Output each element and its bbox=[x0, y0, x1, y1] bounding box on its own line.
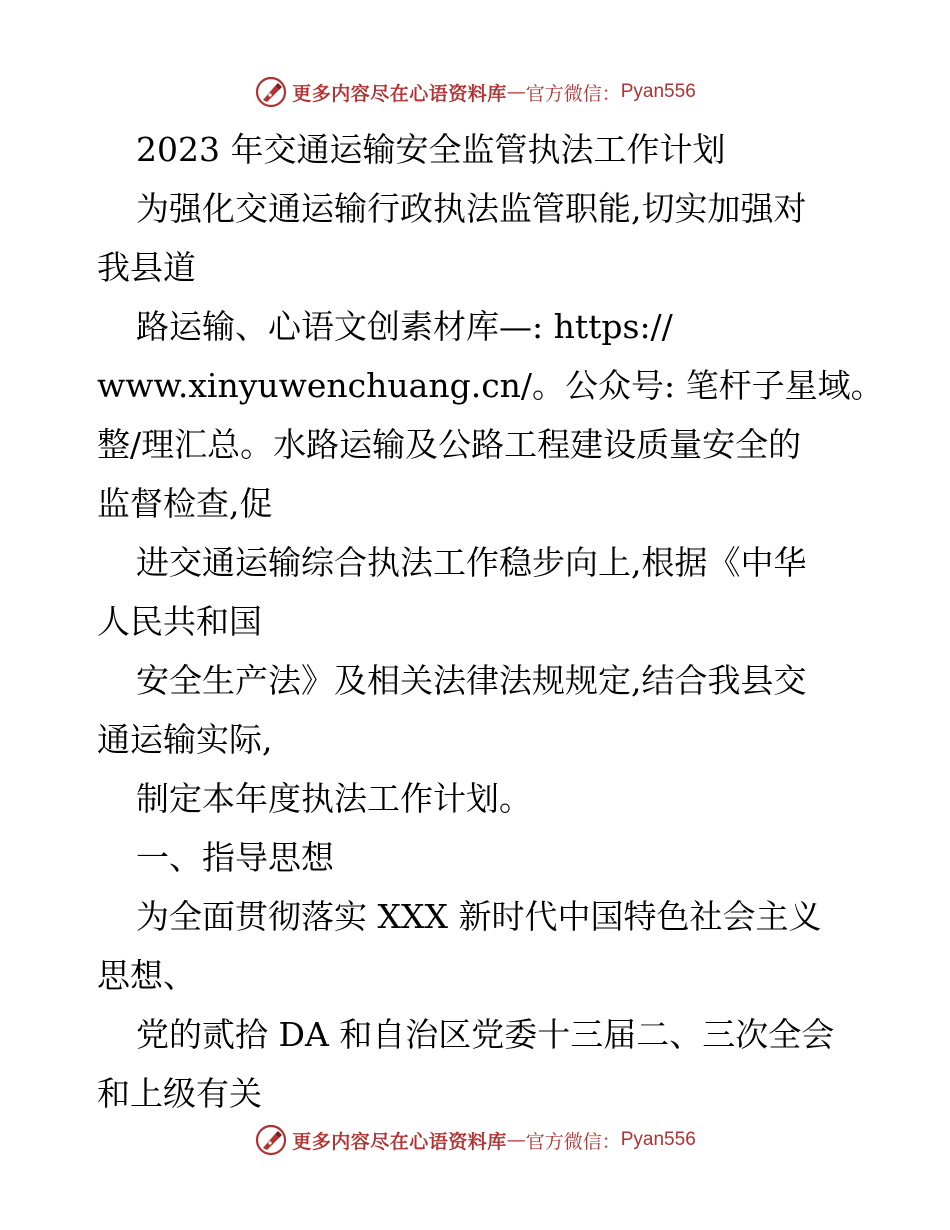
footer-banner-text: 更多内容尽在心语资料库 bbox=[292, 1130, 507, 1153]
paragraph-line: 人民共和国 bbox=[97, 602, 262, 641]
paragraph-line: 为强化交通运输行政执法监管职能,切实加强对 bbox=[136, 189, 807, 228]
paragraph-line: 监督检查,促 bbox=[97, 484, 273, 523]
paragraph-line: 整/理汇总。水路运输及公路工程建设质量安全的 bbox=[97, 425, 802, 464]
header-banner[interactable] bbox=[0, 72, 950, 112]
paragraph-line: 安全生产法》及相关法律法规规定,结合我县交 bbox=[136, 661, 807, 700]
footer-banner-wechat-label: 官方微信： bbox=[525, 1130, 621, 1153]
paragraph-line: 进交通运输综合执法工作稳步向上,根据《中华 bbox=[136, 543, 807, 582]
paragraph-line: 制定本年度执法工作计划。 bbox=[136, 779, 532, 818]
paragraph-line: 通运输实际, bbox=[97, 720, 273, 759]
document-body bbox=[97, 120, 884, 1123]
header-banner-text: 更多内容尽在心语资料库 bbox=[292, 82, 507, 105]
footer-banner[interactable] bbox=[0, 1120, 950, 1160]
section-heading: 一、指导思想 bbox=[136, 838, 334, 877]
paragraph-line: 路运输、心语文创素材库—: https:// bbox=[136, 307, 673, 346]
paragraph-line: www.xinyuwenchuang.cn/。公众号: 笔杆子星域。 bbox=[97, 366, 884, 405]
paragraph-line: 思想、 bbox=[97, 956, 196, 995]
header-banner-wechat-id: Pyan556 bbox=[620, 81, 696, 102]
footer-banner-wechat-id: Pyan556 bbox=[620, 1129, 696, 1150]
paragraph-line: 我县道 bbox=[97, 248, 196, 287]
pen-nib-logo-icon bbox=[254, 1123, 288, 1157]
document-title: 2023 年交通运输安全监管执法工作计划 bbox=[136, 130, 726, 169]
pen-nib-logo-icon bbox=[254, 75, 288, 109]
paragraph-line: 党的贰拾 DA 和自治区党委十三届二、三次全会 bbox=[136, 1015, 835, 1054]
paragraph-line: 为全面贯彻落实 XXX 新时代中国特色社会主义 bbox=[136, 897, 822, 936]
footer-banner-dash: — bbox=[506, 1129, 526, 1151]
header-banner-dash: — bbox=[506, 81, 526, 103]
header-banner-wechat-label: 官方微信： bbox=[525, 82, 621, 105]
paragraph-line: 和上级有关 bbox=[97, 1074, 262, 1113]
